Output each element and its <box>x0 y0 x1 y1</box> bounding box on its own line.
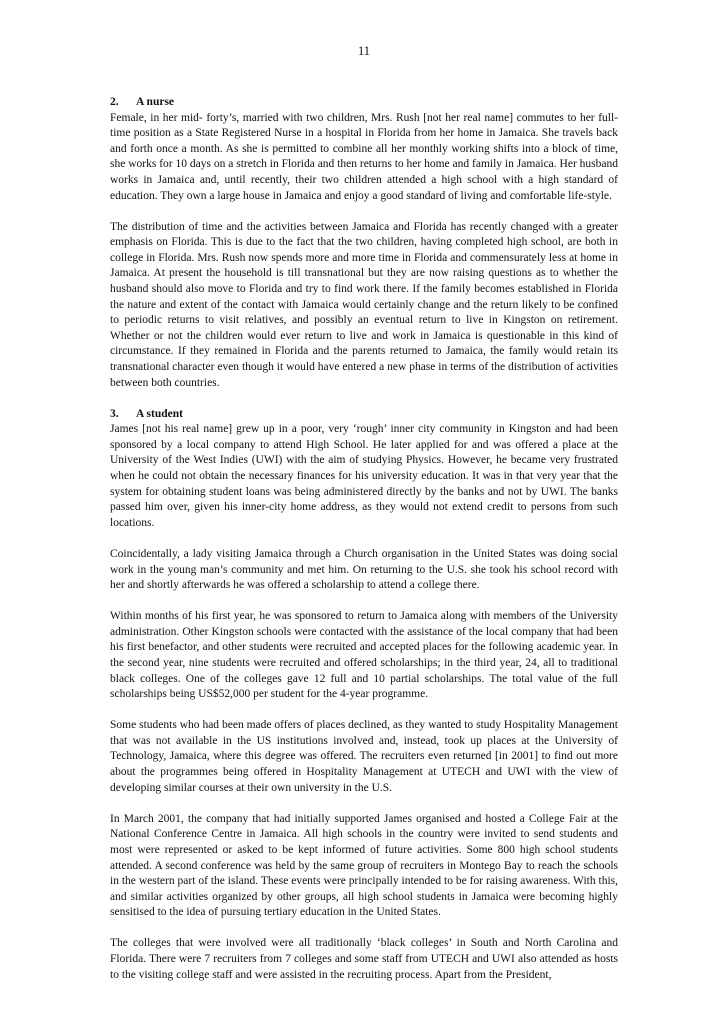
paragraph: Coincidentally, a lady visiting Jamaica through a Church organisation in the United States was doing social work in the young man’s community and met him. On returning to the U.S. she took his school record with her and shortly afterwards he was offered a scholarship to attend a college there. <box>110 547 618 592</box>
section-student <box>110 407 618 984</box>
section-heading <box>110 95 618 111</box>
section-number: 2. <box>110 96 119 108</box>
paragraph: In March 2001, the company that had initially supported James organised and hosted a College Fair at the National Conference Centre in Jamaica. All high schools in the country were invited to send students and most were represented or asked to be kept informed of future activities. Some 800 high school students attended. A second conference was held by the same group of recruiters in Montego Bay to reach the schools in the western part of the island. These events were principally intended to be for raising awareness. With this, and similar activities organized by other groups, all high school students in Jamaica were becoming highly sensitised to the idea of pursuing tertiary education in the United States. <box>110 812 618 919</box>
section-title: A student <box>136 407 183 420</box>
paragraph: Within months of his first year, he was sponsored to return to Jamaica along with members of the University administration. Other Kingston schools were contacted with the assistance of the local company that had been his first benefactor, and other students were recruited and accepted places for the following academic year. In the second year, nine students were recruited and offered scholarships; in the third year, 24, all to traditional black colleges. One of the colleges gave 12 full and 10 partial scholarships. The total value of the full scholarships being US$52,000 per student for the 4-year programme. <box>110 610 618 701</box>
paragraph: The distribution of time and the activities between Jamaica and Florida has recently changed with a greater emphasis on Florida. This is due to the fact that the two children, having completed high school, are both in college in Florida. Mrs. Rush now spends more and more time in Florida and commensurately less at home in Jamaica. At present the household is till transnational but they are now raising questions as to whether the husband should also move to Florida and try to find work there. If the family becomes established in Florida the nature and extent of the contact with Jamaica would certainly change and the return likely to be confined to periodic returns to visit relatives, and possibly an eventual return to live in Kingston on retirement. Whether or not the children would ever return to live and work in Jamaica is questionable in this kind of circumstance. If they remained in Florida and the parents returned to Jamaica, the family would retain its transnational character even though it would have entered a new phase in terms of the distribution of activities between both countries. <box>110 220 618 389</box>
section-heading <box>110 407 618 423</box>
paragraph: Some students who had been made offers of places declined, as they wanted to study Hospitality Management that was not available in the US institutions involved and, instead, took up places at the University of Technology, Jamaica, where this degree was offered. The recruiters even returned [in 2001] to find out more about the programmes being offered in Hospitality Management at UTECH and UWI with the view of developing similar courses at their own university in the U.S. <box>110 719 618 794</box>
paragraph: James [not his real name] grew up in a poor, very ‘rough’ inner city community in Kingston and had been sponsored by a local company to attend High School. He later applied for and was offered a place at the University of the West Indies (UWI) with the aim of studying Physics. However, he became very frustrated when he could not obtain the necessary finances for his university education. It was in that very year that the system for obtaining student loans was being administered directly by the banks and not by UWI. The banks passed him over, given his inner-city home address, as they would not extend credit to persons from such locations. <box>110 423 618 529</box>
paragraph: The colleges that were involved were all traditionally ‘black colleges’ in South and North Carolina and Florida. There were 7 recruiters from 7 colleges and some staff from UTECH and UWI also attended as hosts to the visiting college staff and were assisted in the recruiting process. Apart from the President, <box>110 937 618 981</box>
document-body <box>110 95 618 983</box>
paragraph: Female, in her mid- forty’s, married with two children, Mrs. Rush [not her real name] commutes to her full-time position as a State Registered Nurse in a hospital in Florida from her home in Jamaica. She travels back and forth once a month. As she is permitted to combine all her monthly working shifts into a block of time, she works for 10 days on a stretch in Florida and then returns to her home and family in Jamaica. Her husband works in Jamaica and, until recently, their two children attended a high school with a high standard of education. They own a large house in Jamaica and enjoy a good standard of living and comfortable life-style. <box>110 111 618 202</box>
page-number: 11 <box>357 44 371 58</box>
section-nurse <box>110 95 618 391</box>
section-number: 3. <box>110 407 119 420</box>
section-title: A nurse <box>136 96 175 108</box>
